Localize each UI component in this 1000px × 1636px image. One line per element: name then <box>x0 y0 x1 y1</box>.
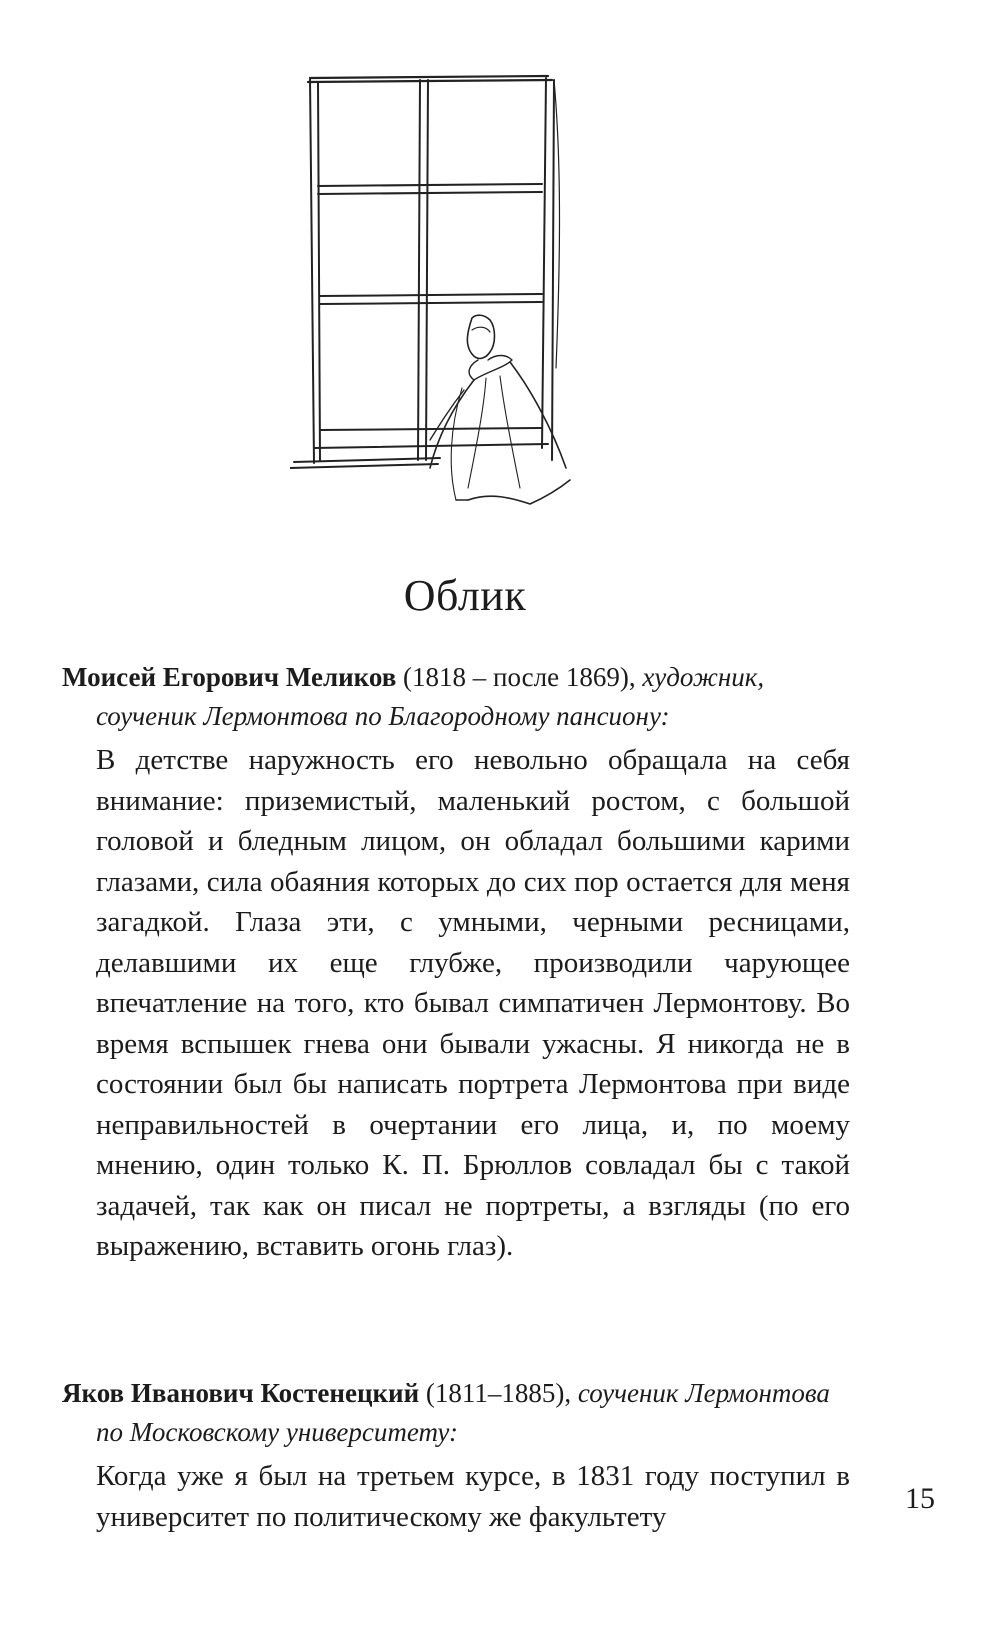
author-role: соученик Лермонтова по Московскому университету: <box>96 1378 830 1447</box>
memoir-entry <box>62 658 850 1267</box>
entry-attribution <box>62 1374 850 1452</box>
memoir-entry <box>62 1374 850 1537</box>
chapter-title: Облик <box>403 571 527 620</box>
author-dates: (1811–1885), <box>425 1378 572 1408</box>
author-name: Моисей Егорович Меликов <box>62 662 397 692</box>
author-name: Яков Иванович Костенецкий <box>62 1378 420 1408</box>
page-number: 15 <box>905 1482 935 1515</box>
memoir-quote: Когда уже я был на третьем курсе, в 1831 году поступил в университет по политическому же факультету <box>96 1460 850 1533</box>
author-role: художник, соученик Лермонтова по Благородному пансиону: <box>96 662 765 731</box>
author-dates: (1818 – после 1869), <box>403 662 636 692</box>
entry-attribution <box>62 658 850 736</box>
memoir-quote: В детстве наружность его невольно обращала на себя внимание: приземистый, маленький ростом, с большой головой и бледным лицом, он обладал большими карими глазами, сила обаяния которых до сих пор остается для меня загадкой. Глаза эти, с умными, черными ресницами, делавшими их еще глубже, производили чарующее впечатление на того, кто бывал симпатичен Лермонтову. Во время вспышек гнева они бывали ужасны. Я никогда не в состоянии был бы написать портрета Лермонтова при виде неправильностей в очертании его лица, и, по моему мнению, один только К. П. Брюллов совладал бы с такой задачей, так как он писал не портреты, а взгляды (по его выражению, вставить огонь глаз). <box>96 744 850 1262</box>
window-sketch-illustration <box>290 68 610 538</box>
